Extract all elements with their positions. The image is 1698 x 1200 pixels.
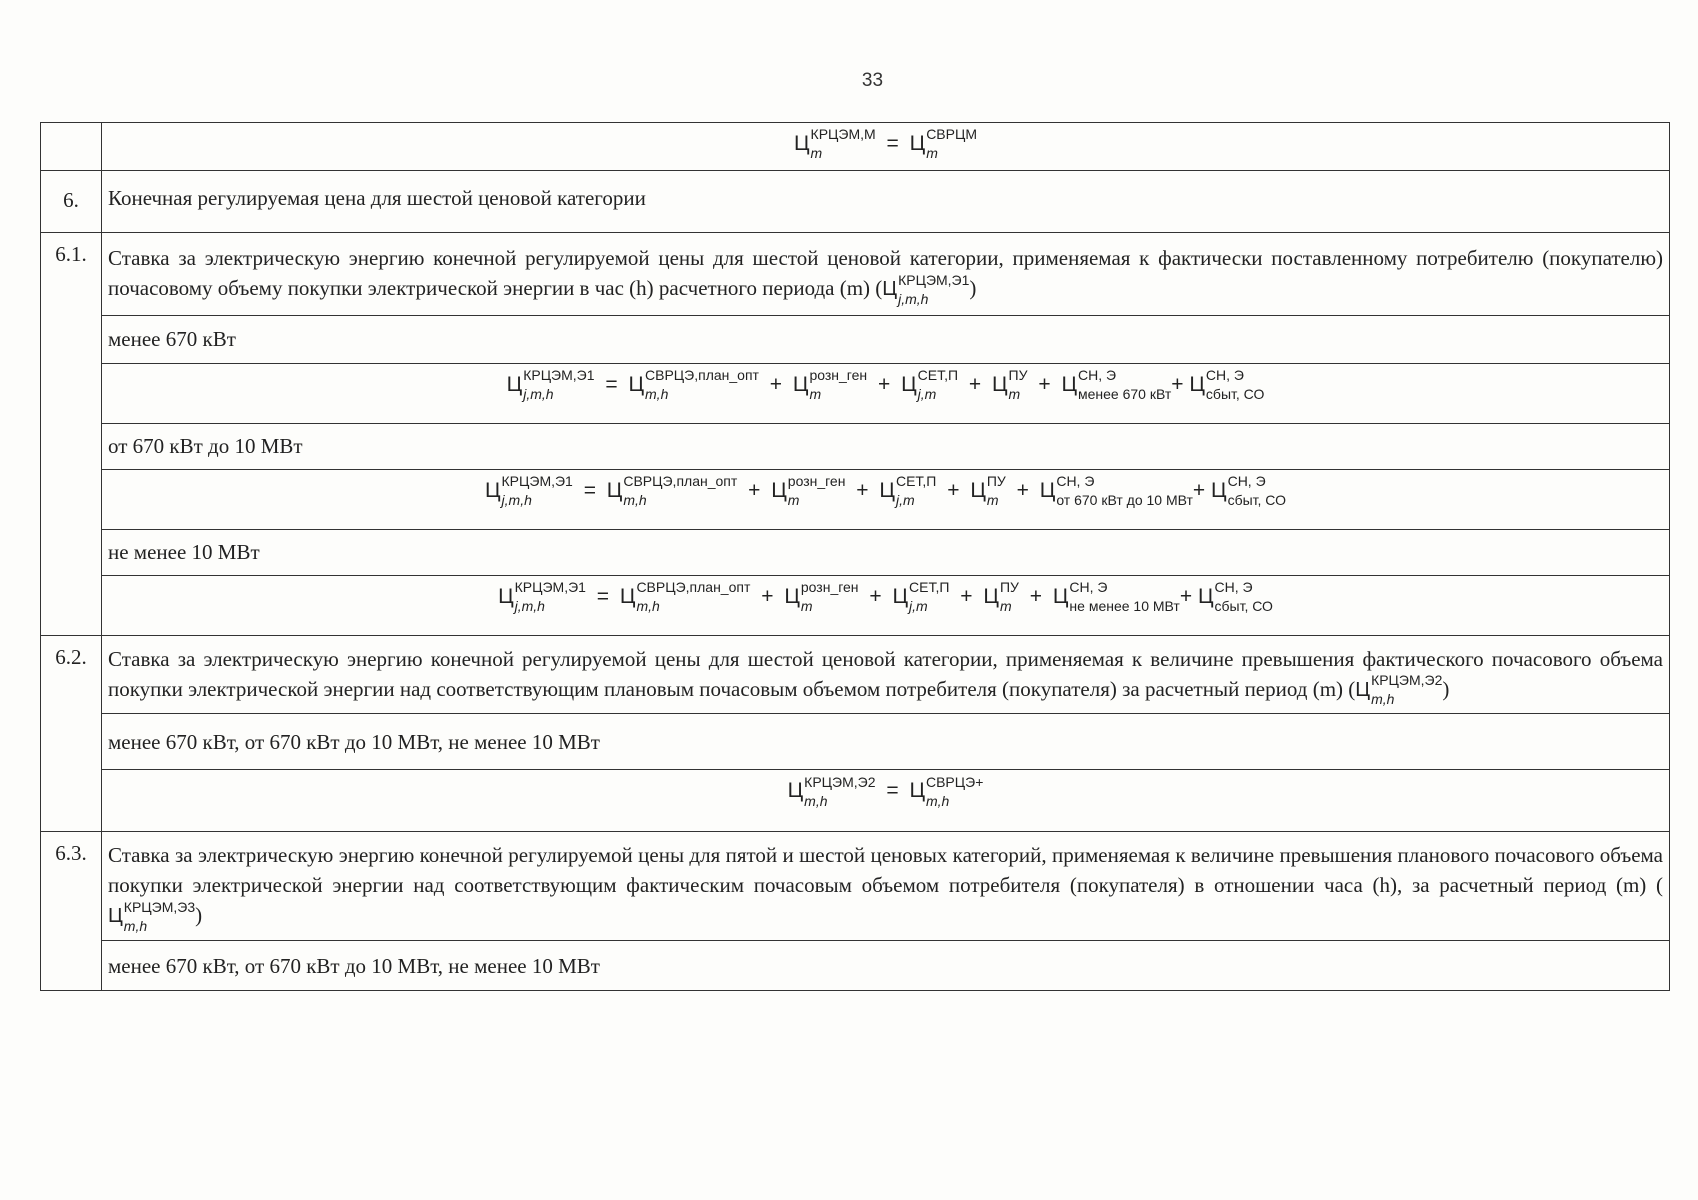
equals-sign: = [596, 584, 610, 608]
formula-krcem-m [794, 126, 977, 162]
formula-symbol: Ц [882, 278, 898, 300]
section-description [102, 233, 1670, 316]
subscript: сбыт, СО [1227, 492, 1286, 509]
formula-indices [1371, 672, 1443, 708]
row-number-cell: 6. [41, 171, 102, 233]
formula-indices [636, 579, 751, 615]
plus-sign: + [1029, 584, 1043, 608]
page-number: 33 [861, 70, 884, 91]
subscript: сбыт, СО [1205, 386, 1265, 403]
table-row [41, 123, 1670, 171]
row-number-cell: 6.2. [41, 635, 102, 832]
formula-symbol: Ц [909, 779, 925, 803]
formula-symbol: Ц [506, 372, 523, 396]
formula-symbol: Ц [909, 132, 926, 155]
row-number-cell [41, 123, 102, 171]
formula-indices [917, 367, 959, 403]
formula-indices [809, 367, 868, 403]
superscript: ПУ [999, 579, 1019, 596]
subscript: j,m,h [501, 492, 532, 509]
formula-symbol: Ц [970, 478, 986, 502]
subscript: j,m [917, 386, 937, 403]
price-table [40, 122, 1670, 991]
row-number-cell: 6.3. [41, 832, 102, 991]
table-row [41, 635, 1670, 714]
formula-symbol: Ц [1197, 584, 1214, 608]
formula-symbol: Ц [787, 779, 804, 803]
superscript: КРЦЭМ,М [810, 126, 876, 143]
inline-formula [1355, 672, 1443, 708]
superscript: КРЦЭМ,Э1 [501, 473, 573, 490]
equals-sign: = [605, 372, 618, 396]
formula-symbol: Ц [628, 372, 645, 396]
formula-indices [1008, 367, 1028, 403]
formula-cell [102, 469, 1670, 529]
formula-indices [898, 271, 970, 307]
equals-sign: = [583, 478, 596, 502]
formula-symbol: Ц [1039, 478, 1056, 502]
formula-indices [501, 473, 573, 509]
superscript: СВРЦЭ,план_опт [623, 473, 738, 490]
subscript: m [1008, 386, 1021, 403]
plus-sign: + [1192, 478, 1206, 502]
superscript: КРЦЭМ,Э1 [898, 271, 970, 288]
table-row [41, 363, 1670, 423]
plus-sign: + [1179, 584, 1193, 608]
formula-symbol: Ц [1355, 678, 1371, 701]
formula-indices [1214, 579, 1273, 615]
plus-sign: + [761, 584, 774, 608]
subscript: m,h [1371, 691, 1395, 708]
superscript: СВРЦЭ+ [925, 773, 984, 790]
superscript: розн_ген [787, 473, 846, 490]
formula-symbol: Ц [983, 584, 999, 608]
formula-symbol: Ц [1052, 584, 1069, 608]
formula-cell [102, 575, 1670, 635]
subscript: m,h [623, 492, 647, 509]
superscript: ПУ [986, 473, 1006, 490]
formula-symbol: Ц [108, 905, 123, 928]
superscript: СН, Э [1069, 579, 1108, 596]
subscript: m [787, 492, 800, 509]
formula-symbol: Ц [784, 584, 800, 608]
equals-sign: = [886, 779, 899, 803]
superscript: СН, Э [1078, 367, 1117, 384]
table-row [41, 233, 1670, 316]
subscript: m,h [804, 792, 828, 809]
formula-indices [800, 579, 859, 615]
formula-indices [895, 473, 937, 509]
table-row [41, 315, 1670, 363]
plus-sign: + [947, 478, 960, 502]
formula-e1-less-670 [506, 367, 1265, 403]
plus-sign: + [1016, 478, 1029, 502]
formula-indices [523, 367, 595, 403]
formula-symbol: Ц [619, 584, 636, 608]
table-row [41, 770, 1670, 832]
superscript: ПУ [1008, 367, 1028, 384]
subscript: m [800, 598, 813, 615]
superscript: КРЦЭМ,Э1 [523, 367, 595, 384]
table-row [41, 575, 1670, 635]
formula-indices [1069, 579, 1180, 615]
superscript: СВРЦЭ,план_опт [645, 367, 759, 384]
formula-symbol: Ц [879, 478, 895, 502]
formula-symbol: Ц [484, 478, 501, 502]
formula-indices [1056, 473, 1193, 509]
superscript: розн_ген [809, 367, 868, 384]
subscript: m,h [925, 792, 950, 809]
power-range-label: менее 670 кВт [102, 315, 1670, 363]
subscript: j,m [895, 492, 915, 509]
formula-e2 [787, 773, 984, 809]
plus-sign: + [1171, 372, 1184, 396]
superscript: СН, Э [1205, 367, 1244, 384]
subscript: m [999, 598, 1012, 615]
closing-paren: ) [195, 903, 203, 928]
subscript: j,m,h [514, 598, 545, 615]
power-range-label: не менее 10 МВт [102, 529, 1670, 575]
plus-sign: + [960, 584, 973, 608]
closing-paren: ) [1442, 676, 1450, 701]
formula-e1-not-less-10 [498, 579, 1273, 615]
table-row [41, 469, 1670, 529]
formula-indices [1227, 473, 1286, 509]
table-row [41, 171, 1670, 233]
subscript: m [809, 386, 822, 403]
superscript: КРЦЭМ,Э3 [123, 899, 196, 916]
formula-indices [810, 126, 876, 162]
plus-sign: + [769, 372, 783, 396]
formula-e1-670-to-10 [484, 473, 1286, 509]
subscript: m [926, 145, 938, 162]
formula-symbol: Ц [606, 478, 623, 502]
subscript: j,m,h [898, 290, 929, 307]
section-description [102, 635, 1670, 714]
subscript: менее 670 кВт [1078, 386, 1172, 403]
subscript: j,m,h [523, 386, 554, 403]
section-title: Конечная регулируемая цена для шестой ценовой категории [102, 171, 1670, 233]
table-row [41, 714, 1670, 770]
formula-indices [999, 579, 1019, 615]
subscript: m [810, 145, 823, 162]
table-row [41, 941, 1670, 991]
superscript: СН, Э [1056, 473, 1095, 490]
formula-symbol: Ц [892, 584, 909, 608]
formula-symbol: Ц [1211, 478, 1227, 502]
subscript: от 670 кВт до 10 МВт [1056, 492, 1193, 509]
formula-symbol: Ц [771, 478, 787, 502]
plus-sign: + [877, 372, 891, 396]
superscript: КРЦЭМ,Э2 [1371, 672, 1443, 689]
superscript: СН, Э [1214, 579, 1253, 596]
superscript: СЕТ,П [895, 473, 937, 490]
formula-symbol: Ц [792, 372, 809, 396]
superscript: СЕТ,П [917, 367, 959, 384]
description-text: Ставка за электрическую энергию конечной регулируемой цены для шестой ценовой категории, применяемая к величине превышения фактического почасового объема покупки электрической энергии над соответствующим плановым почасовым объемом потребителя (покупателя) за расчетный период (m) ( [108, 646, 1663, 701]
subscript: не менее 10 МВт [1069, 598, 1180, 615]
formula-symbol: Ц [794, 132, 810, 155]
superscript: розн_ген [800, 579, 859, 596]
formula-cell [102, 363, 1670, 423]
formula-indices [623, 473, 738, 509]
plus-sign: + [1038, 372, 1051, 396]
subscript: m,h [636, 598, 660, 615]
formula-indices [986, 473, 1006, 509]
superscript: КРЦЭМ,Э1 [514, 579, 586, 596]
superscript: СВРЦМ [926, 126, 977, 143]
section-description [102, 832, 1670, 941]
table-row [41, 423, 1670, 469]
formula-indices [514, 579, 586, 615]
table-row [41, 832, 1670, 941]
formula-indices [926, 126, 977, 162]
formula-indices [787, 473, 846, 509]
table-row [41, 529, 1670, 575]
formula-symbol: Ц [901, 372, 917, 396]
formula-symbol: Ц [1189, 372, 1205, 396]
superscript: СЕТ,П [909, 579, 950, 596]
formula-cell [102, 123, 1670, 171]
formula-symbol: Ц [1061, 372, 1077, 396]
subscript: m,h [645, 386, 669, 403]
subscript: m,h [123, 918, 148, 935]
formula-indices [909, 579, 950, 615]
power-range-label: менее 670 кВт, от 670 кВт до 10 МВт, не менее 10 МВт [102, 941, 1670, 991]
power-range-label: менее 670 кВт, от 670 кВт до 10 МВт, не менее 10 МВт [102, 714, 1670, 770]
inline-formula [882, 271, 970, 307]
equals-sign: = [886, 132, 899, 155]
formula-indices [804, 773, 876, 809]
subscript: m [986, 492, 999, 509]
superscript: СВРЦЭ,план_опт [636, 579, 751, 596]
power-range-label: от 670 кВт до 10 МВт [102, 423, 1670, 469]
formula-indices [1078, 367, 1172, 403]
closing-paren: ) [969, 276, 977, 300]
plus-sign: + [869, 584, 882, 608]
formula-indices [1205, 367, 1265, 403]
formula-indices [925, 773, 984, 809]
formula-symbol: Ц [991, 372, 1008, 396]
formula-indices [645, 367, 759, 403]
superscript: СН, Э [1227, 473, 1266, 490]
description-text: Ставка за электрическую энергию конечной регулируемой цены для шестой ценовой категории, применяемая к фактически поставленному потребителю (покупателю) почасовому объему покупки электрической энергии в час (h) расчетного периода (m) ( [108, 246, 1663, 300]
formula-cell [102, 770, 1670, 832]
plus-sign: + [748, 478, 761, 502]
superscript: КРЦЭМ,Э2 [804, 773, 876, 790]
formula-symbol: Ц [498, 584, 514, 608]
inline-formula [108, 899, 196, 935]
plus-sign: + [856, 478, 869, 502]
row-number-cell: 6.1. [41, 233, 102, 636]
formula-indices [123, 899, 196, 935]
subscript: сбыт, СО [1214, 598, 1273, 615]
description-text: Ставка за электрическую энергию конечной регулируемой цены для пятой и шестой ценовых категорий, применяемая к величине превышения планового почасового объема покупки электрической энергии над соответствующим фактическим почасовым объемом потребителя (покупателя) в отношении часа (h), за расчетный период (m) ( [108, 843, 1663, 898]
plus-sign: + [968, 372, 982, 396]
subscript: j,m [909, 598, 928, 615]
